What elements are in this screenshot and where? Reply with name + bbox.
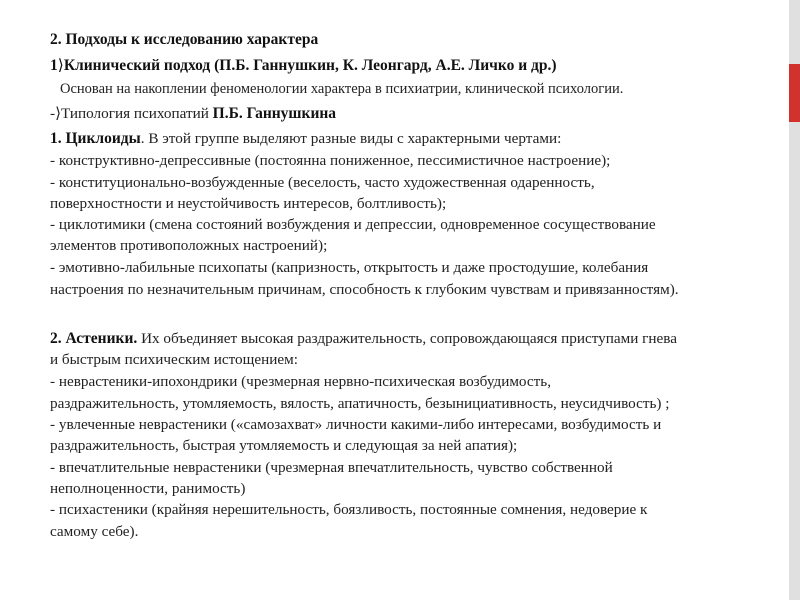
cycloids-line: поверхностности и неустойчивость интересов, болтливость); — [50, 195, 447, 212]
asthenics-line: самому себе). — [50, 523, 139, 540]
slide-heading: 2. Подходы к исследованию характера — [50, 31, 319, 48]
asthenics-line: - психастеники (крайняя нерешительность, боязливость, постоянные сомнения, недоверие к — [50, 501, 648, 518]
cycloids-line: - конструктивно-депрессивные (постоянна пониженное, пессимистичное настроение); — [50, 152, 611, 169]
typology-author: П.Б. Ганнушкина — [212, 105, 337, 122]
typology-line — [50, 106, 336, 122]
cycloids-intro: . В этой группе выделяют разные виды с характерными чертами: — [140, 130, 562, 147]
cycloids-line: - эмотивно-лабильные психопаты (капризность, открытость и даже простодушие, колебания — [50, 259, 649, 276]
typology-prefix: - — [50, 105, 56, 122]
cycloids-line: - циклотимики (смена состояний возбуждения и депрессии, одновременное сосуществование — [50, 216, 656, 233]
asthenics-line: неполноценности, ранимость) — [50, 480, 246, 497]
cycloids-label: 1. Циклоиды — [50, 130, 141, 147]
bracket-marker: ⟩ — [55, 105, 61, 122]
clinical-approach-title: Клинический подход (П.Б. Ганнушкин, К. Леонгард, А.Е. Личко и др.) — [63, 57, 557, 74]
right-accent-red-block — [789, 64, 800, 122]
bracket-marker: ⟩ — [57, 57, 64, 74]
asthenics-intro: Их объединяет высокая раздражительность, сопровождающаяся приступами гнева — [137, 330, 677, 347]
asthenics-label: 2. Астеники. — [50, 330, 138, 347]
asthenics-line: - неврастеники-ипохондрики (чрезмерная нервно-психическая возбудимость, — [50, 373, 552, 390]
clinical-basis-text: Основан на накоплении феноменологии характера в психиатрии, клинической психологии. — [60, 81, 624, 97]
typology-text: Типология психопатий — [61, 105, 213, 122]
asthenics-intro-line — [50, 331, 677, 347]
asthenics-line: раздражительность, быстрая утомляемость и следующая за ней апатия); — [50, 437, 518, 454]
cycloids-intro-line — [50, 131, 561, 147]
asthenics-line: - увлеченные неврастеники («самозахват» личности какими-либо интересами, возбудимость и — [50, 416, 662, 433]
asthenics-line: - впечатлительные неврастеники (чрезмерная впечатлительность, чувство собственной — [50, 459, 613, 476]
asthenics-line: и быстрым психическим истощением: — [50, 351, 298, 368]
cycloids-line: - конституционально-возбужденные (веселость, часто художественная одаренность, — [50, 174, 595, 191]
asthenics-line: раздражительность, утомляемость, вялость, апатичность, безынициативность, неусидчивость) ; — [50, 395, 670, 412]
cycloids-line: настроения по незначительным причинам, способность к глубоким чувствам и привязанностям). — [50, 281, 679, 298]
clinical-approach-line — [50, 58, 557, 74]
clinical-prefix: 1 — [50, 57, 58, 74]
cycloids-line: элементов противоположных настроений); — [50, 237, 328, 254]
